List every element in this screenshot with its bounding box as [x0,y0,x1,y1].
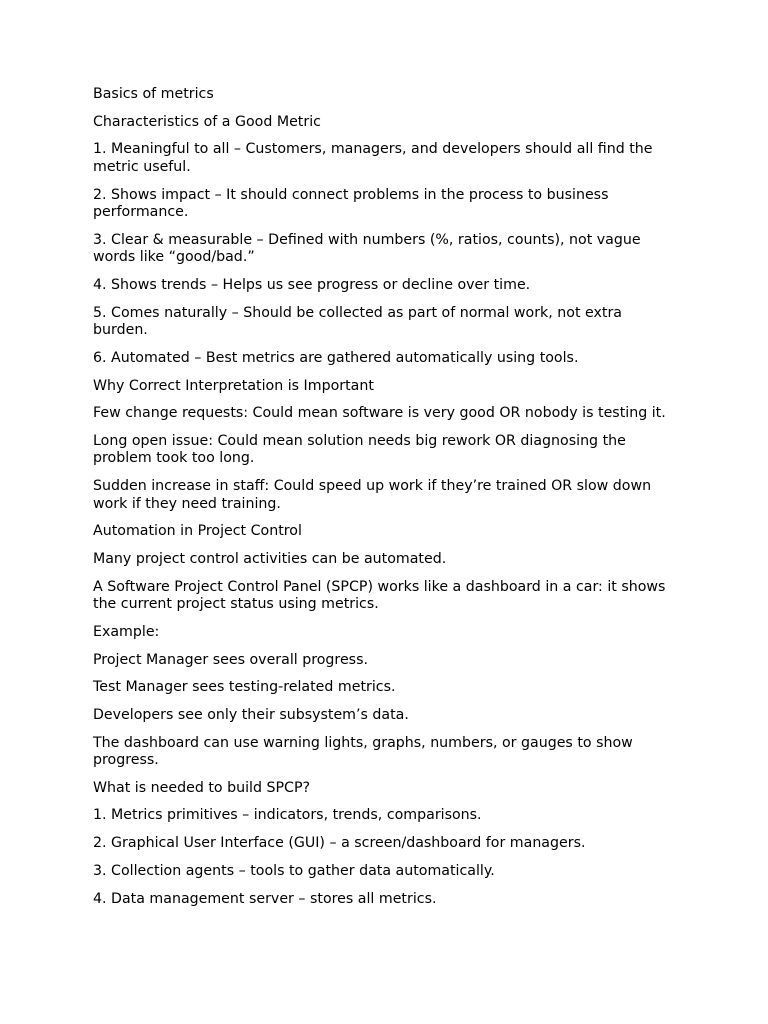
list-item: 1. Meaningful to all – Customers, managers, and developers should all find the metric useful. [93,141,653,175]
section-heading: Automation in Project Control [93,523,302,540]
paragraph: Many project control activities can be automated. [93,550,447,567]
paragraph: Sudden increase in staff: Could speed up work if they’re trained OR slow down work if they need training. [93,478,652,512]
list-item: 1. Metrics primitives – indicators, trends, comparisons. [93,807,482,824]
paragraph: Few change requests: Could mean software is very good OR nobody is testing it. [93,405,666,422]
section-heading: Basics of metrics [93,86,214,102]
list-item: 2. Shows impact – It should connect problems in the process to business performance. [93,186,609,221]
list-item: 2. Graphical User Interface (GUI) – a screen/dashboard for managers. [93,835,586,852]
section-heading: What is needed to build SPCP? [93,779,311,796]
list-item: 3. Collection agents – tools to gather data automatically. [93,862,495,879]
paragraph: Project Manager sees overall progress. [93,651,368,668]
list-item: 5. Comes naturally – Should be collected as part of normal work, not extra burden. [93,304,622,339]
paragraph: Long open issue: Could mean solution needs big rework OR diagnosing the problem took too long. [93,432,626,467]
list-item: 3. Clear & measurable – Defined with numbers (%, ratios, counts), not vague words like “good/bad.” [93,231,641,266]
list-item: 4. Shows trends – Helps us see progress or decline over time. [93,276,531,293]
paragraph: The dashboard can use warning lights, graphs, numbers, or gauges to show progress. [93,734,633,769]
paragraph: Test Manager sees testing-related metrics. [93,679,396,696]
list-item: 4. Data management server – stores all metrics. [93,890,437,907]
section-heading: Why Correct Interpretation is Important [93,377,374,394]
paragraph: Example: [93,623,160,640]
section-heading: Characteristics of a Good Metric [93,113,321,130]
paragraph: A Software Project Control Panel (SPCP) works like a dashboard in a car: it shows the current project status using metrics. [93,578,666,613]
paragraph: Developers see only their subsystem’s data. [93,706,409,723]
list-item: 6. Automated – Best metrics are gathered automatically using tools. [93,349,579,366]
document-page [93,86,679,918]
